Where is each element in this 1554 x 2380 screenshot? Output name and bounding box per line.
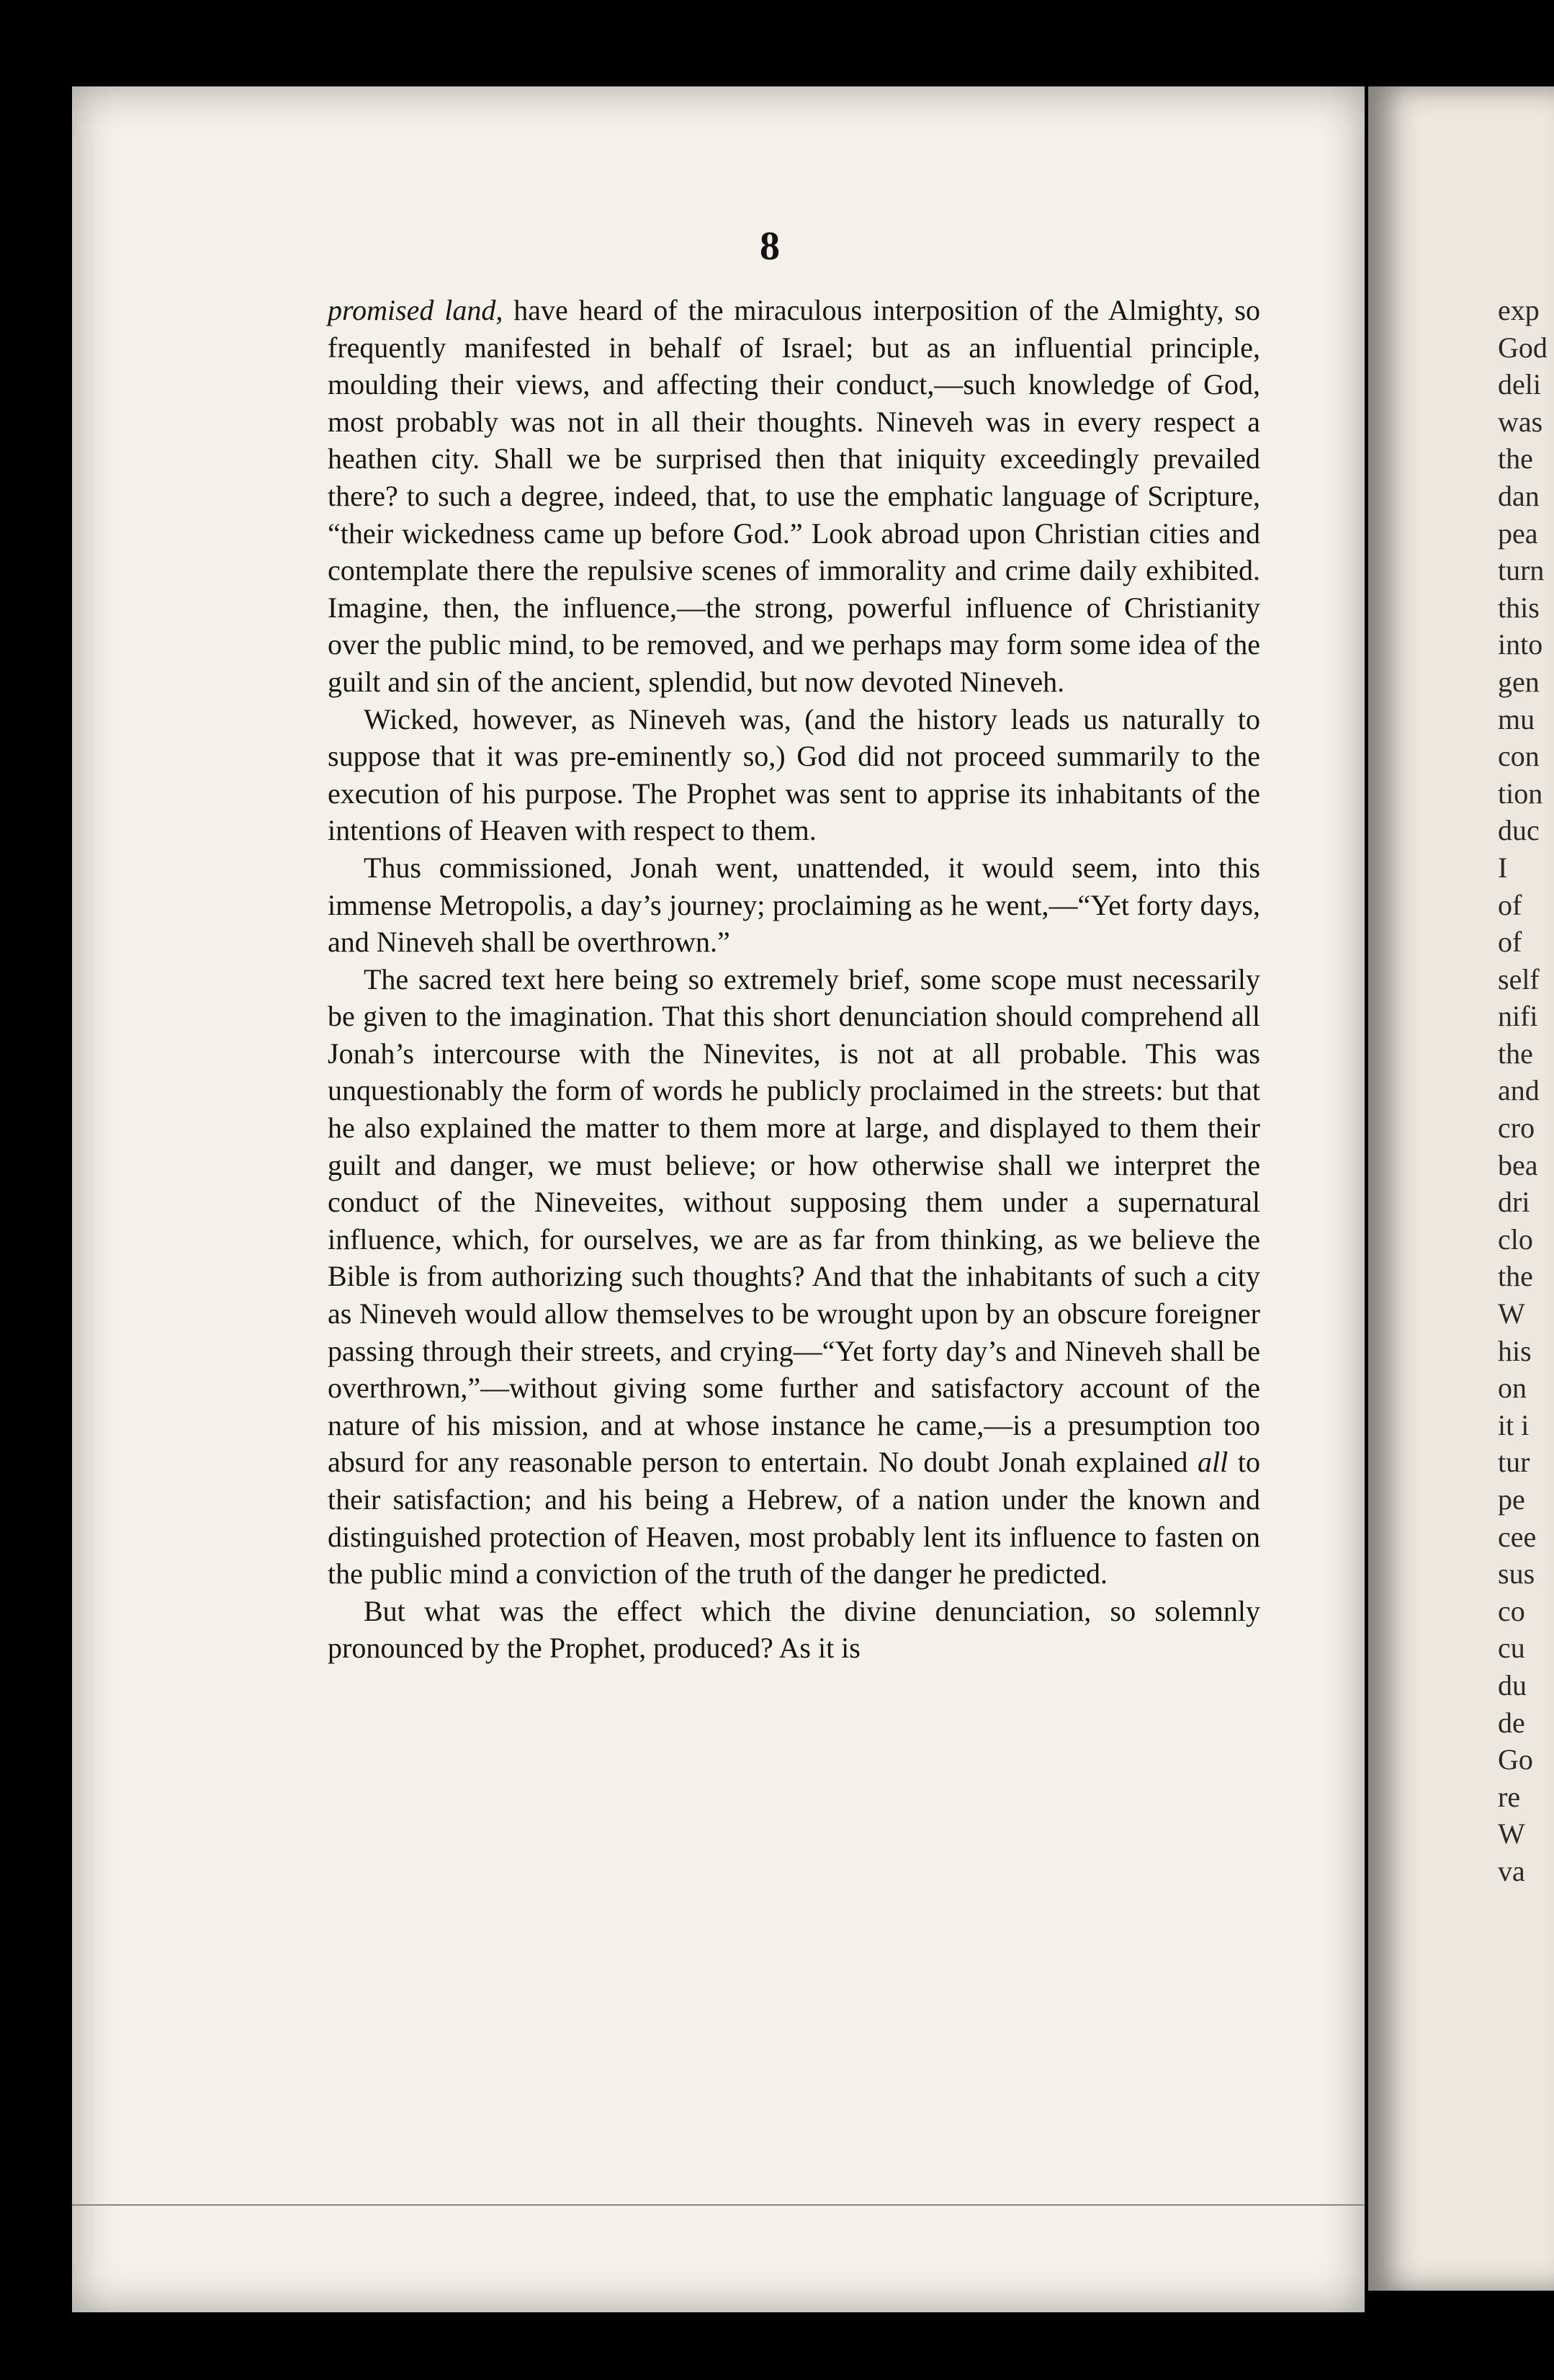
fragment-line: this [1498,591,1540,624]
fragment-line: dri [1498,1186,1530,1219]
fragment-line: tion [1498,777,1543,810]
fragment-line: I [1498,851,1508,884]
fragment-line: cee [1498,1520,1537,1553]
fragment-line: of [1498,926,1522,959]
fragment-line: nifi [1498,1000,1538,1033]
fragment-line: self [1498,962,1540,996]
fragment-line: re [1498,1780,1521,1813]
fragment-line: turn [1498,554,1545,587]
fragment-line: the [1498,442,1533,475]
fragment-line: W [1498,1817,1525,1851]
fragment-line: gen [1498,665,1540,698]
fragment-line: co [1498,1594,1525,1627]
paragraph-1-text: have heard of the miraculous interposition of the Almighty, so frequently manifested in behalf of Israel; but as an influential principle, moulding their views, and affecting their conduct,—such knowledge of God, most probably was not in all their thoughts. Nineveh was in every respect a heathen city. Shall we be surprised then that iniquity exceedingly prevailed there? to such a degree, indeed, that, to use the emphatic language of Scripture, “their wickedness came up before God.” Look abroad upon Christian cities and contemplate there the repulsive scenes of immorality and crime daily exhibited. Imagine, then, the influence,—the strong, powerful influence of Christianity over the public mind, to be removed, and we perhaps may form some idea of the guilt and sin of the ancient, splendid, but now devoted Nineveh. [328,294,1260,698]
fragment-line: de [1498,1706,1525,1739]
paragraph-5: But what was the effect which the divine denunciation, so solemnly pronounced by the Prophet, produced? As it is [328,1594,1260,1665]
fragment-line: the [1498,1037,1533,1070]
fragment-line: his [1498,1334,1532,1367]
fragment-line: tur [1498,1446,1530,1479]
fragment-line: clo [1498,1222,1533,1256]
page-body [328,292,1260,1667]
fragment-line: duc [1498,814,1540,847]
fragment-line: cro [1498,1111,1535,1145]
paragraph-4 [328,961,1260,1593]
adjacent-page-fragments [1498,292,1554,1890]
fragment-line: into [1498,628,1543,661]
fragment-line: mu [1498,702,1535,735]
fragment-line: was [1498,405,1543,438]
fragment-line: va [1498,1854,1525,1887]
fragment-line: cu [1498,1632,1525,1665]
fragment-line: deli [1498,368,1541,401]
fragment-line: the [1498,1260,1533,1293]
fragment-line: Go [1498,1743,1533,1776]
fragment-line: exp [1498,294,1540,326]
page-number: 8 [760,224,780,269]
fragment-line: W [1498,1297,1525,1330]
fragment-line: God [1498,331,1548,364]
fragment-line: bea [1498,1148,1538,1181]
paragraph-1 [328,292,1260,701]
fragment-line: pea [1498,516,1538,550]
italic-word: all [1198,1446,1229,1479]
fragment-line: dan [1498,479,1540,512]
fragment-line: it i [1498,1408,1530,1441]
italic-lead: promised land, [328,294,503,326]
fragment-line: sus [1498,1557,1535,1591]
fragment-line: and [1498,1074,1540,1107]
fragment-line: pe [1498,1483,1525,1516]
paragraph-4-text: The sacred text here being so extremely brief, some scope must necessarily be given to the imagination. That this short denunciation should comprehend all Jonah’s intercourse with the Ninevites, is not at all probable. This was unquestionably the form of words he publicly proclaimed in the streets: but that he also explained the matter to them more at large, and displayed to them their guilt and danger, we must believe; or how otherwise shall we interpret the conduct of the Nineveites, without supposing them under a supernatural influence, which, for ourselves, we are as far from thinking, as we believe the Bible is from authorizing such thoughts? And that the inhabitants of such a city as Nineveh would allow themselves to be wrought upon by an obscure foreigner passing through their streets, and crying—“Yet forty day’s and Nineveh shall be overthrown,”—without giving some further and satisfactory account of the nature of his mission, and at whose instance he came,—is a presumption too absurd for any reasonable person to entertain. No doubt Jonah explained [328,962,1260,1479]
fragment-line: on [1498,1372,1527,1405]
fragment-line: du [1498,1668,1527,1701]
paragraph-3: Thus commissioned, Jonah went, unattended, it would seem, into this immense Metropolis, a day’s journey; proclaiming as he went,—“Yet forty days, and Nineveh shall be overthrown.” [328,851,1260,959]
paragraph-2: Wicked, however, as Nineveh was, (and the history leads us naturally to suppose that it was pre-eminently so,) God did not proceed summarily to the execution of his purpose. The Prophet was sent to apprise its inhabitants of the intentions of Heaven with respect to them. [328,702,1260,847]
fragment-line: con [1498,740,1540,773]
fragment-line: of [1498,888,1522,921]
paragraph-4-tail: to their satisfaction; and his being a Hebrew, of a nation under the known and distinguished protection of Heaven, most probably lent its influence to fasten on the public mind a conviction of the truth of the danger he predicted. [328,1446,1260,1591]
